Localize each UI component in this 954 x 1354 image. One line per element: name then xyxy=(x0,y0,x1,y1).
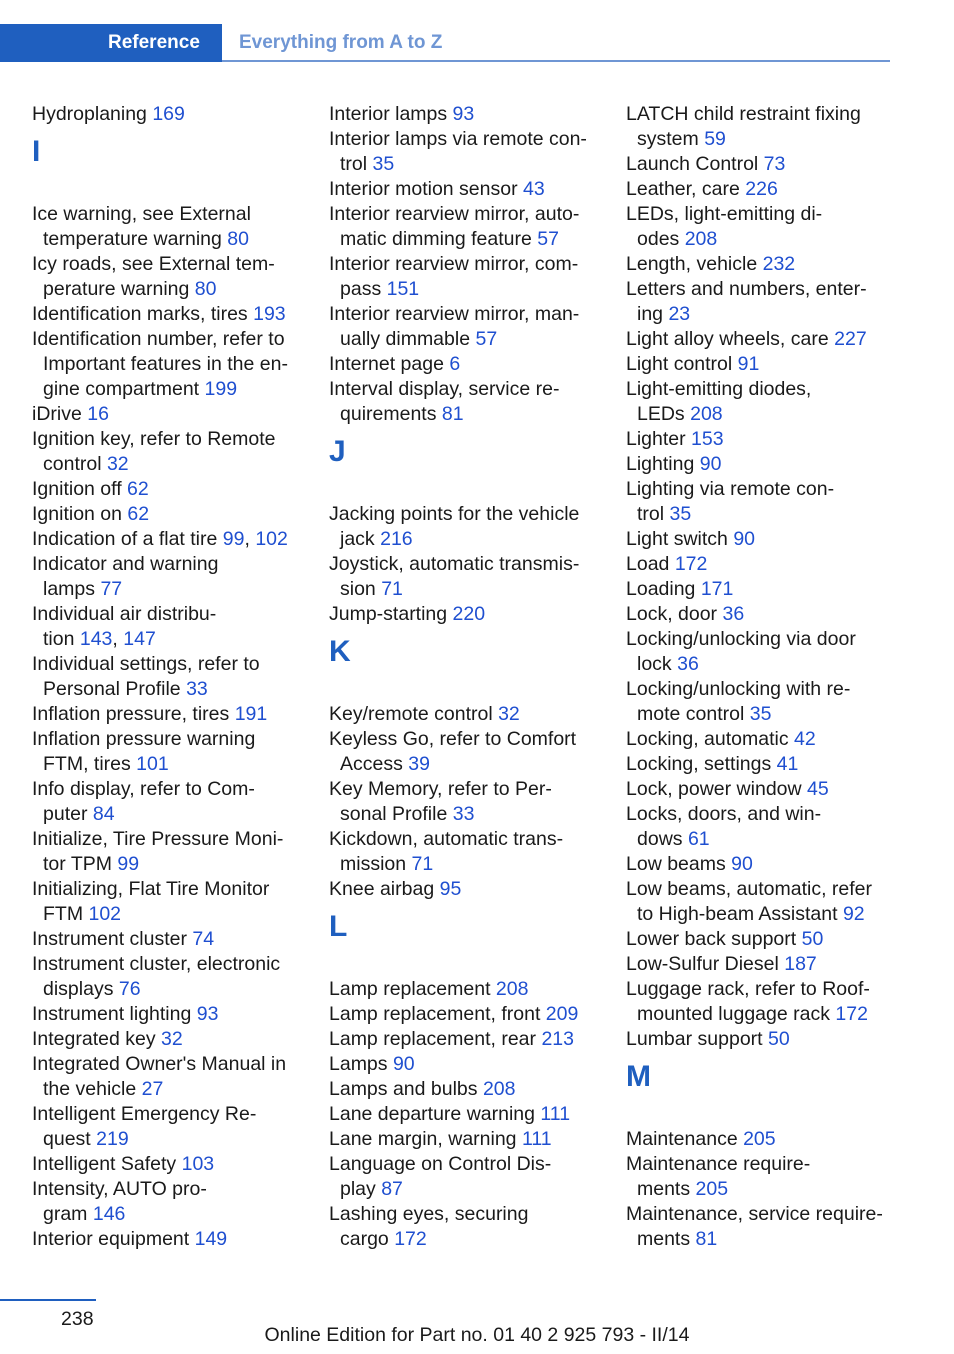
index-entry xyxy=(626,602,894,627)
index-term: Loading xyxy=(626,578,701,600)
index-entry xyxy=(32,1027,302,1052)
page-link[interactable]: 151 xyxy=(386,278,420,300)
index-term: Interior rearview mirror, auto- matic dimming feature xyxy=(329,203,580,250)
index-entry xyxy=(32,952,302,1002)
index-entry xyxy=(32,477,302,502)
index-entry xyxy=(626,677,894,727)
section-subtitle: Everything from A to Z xyxy=(239,32,443,53)
index-entry xyxy=(626,977,894,1027)
index-entry xyxy=(626,1027,894,1052)
index-term: Interior lamps via remote con- trol xyxy=(329,128,587,175)
index-term: Low beams, automatic, refer to High-beam Assistant xyxy=(626,878,873,925)
page-link[interactable]: 208 xyxy=(684,228,718,250)
index-term: Initialize, Tire Pressure Moni- tor TPM xyxy=(32,828,284,875)
index-term: Intelligent Emergency Re- quest xyxy=(32,1103,257,1150)
index-term: Knee airbag xyxy=(329,878,440,900)
index-term: Inflation pressure, tires xyxy=(32,703,235,725)
index-entry xyxy=(626,852,894,877)
page-link[interactable]: 208 xyxy=(495,978,529,1000)
page-link[interactable]: 81 xyxy=(695,1228,718,1250)
page-link[interactable]: 111 xyxy=(521,1128,552,1150)
index-entry xyxy=(329,352,599,377)
index-term: Luggage rack, refer to Roof- mounted luggage rack xyxy=(626,978,870,1025)
index-term: Instrument cluster xyxy=(32,928,193,950)
index-term: Length, vehicle xyxy=(626,253,763,275)
index-entry xyxy=(32,202,302,252)
index-term: Light switch xyxy=(626,528,734,550)
page-link[interactable]: 172 xyxy=(674,553,708,575)
page-link[interactable]: 208 xyxy=(482,1078,516,1100)
index-entry xyxy=(626,727,894,752)
index-term: Low-Sulfur Diesel xyxy=(626,953,785,975)
page-link[interactable]: 57 xyxy=(475,328,498,350)
index-term: Lamps and bulbs xyxy=(329,1078,483,1100)
page-link[interactable]: 216 xyxy=(380,528,413,550)
page-link[interactable]: 50 xyxy=(768,1028,790,1050)
index-entry xyxy=(32,427,302,477)
index-entry xyxy=(626,477,894,527)
page-link[interactable]: 74 xyxy=(192,928,215,950)
index-entry xyxy=(32,1102,302,1152)
page-link[interactable]: 32 xyxy=(106,453,129,475)
index-column-3 xyxy=(626,102,894,1252)
index-entry xyxy=(626,327,894,352)
index-term: Hydroplaning xyxy=(32,103,153,125)
page-link[interactable]: 232 xyxy=(762,253,796,275)
index-term: Interior rearview mirror, com- pass xyxy=(329,253,579,300)
index-term: Integrated Owner's Manual in the vehicle xyxy=(32,1053,287,1100)
index-term: Locking, automatic xyxy=(626,728,795,750)
page-link[interactable]: 61 xyxy=(687,828,710,850)
page-link[interactable]: 35 xyxy=(669,503,692,525)
page-link[interactable]: 208 xyxy=(690,403,723,425)
index-term: Lumbar support xyxy=(626,1028,768,1050)
index-entry xyxy=(329,602,599,627)
page-link[interactable]: 71 xyxy=(411,853,434,875)
page-link[interactable]: 101 xyxy=(136,753,169,775)
index-entry xyxy=(329,1027,599,1052)
page-link[interactable]: 187 xyxy=(784,953,817,975)
index-entry xyxy=(329,302,599,352)
index-letter-heading: L xyxy=(329,910,348,943)
page-link[interactable]: 205 xyxy=(695,1178,729,1200)
page-link[interactable]: 39 xyxy=(408,753,430,775)
index-entry xyxy=(32,777,302,827)
index-term: Interior lamps xyxy=(329,103,453,125)
index-entry xyxy=(626,1152,894,1202)
page-link[interactable]: 32 xyxy=(161,1028,183,1050)
index-entry xyxy=(626,252,894,277)
index-term: Lighting xyxy=(626,453,700,475)
page-link[interactable]: 227 xyxy=(834,328,867,350)
index-term: Locking, settings xyxy=(626,753,777,775)
page-link[interactable]: 191 xyxy=(234,703,268,725)
index-entry xyxy=(32,1227,302,1252)
index-term: Letters and numbers, enter- ing xyxy=(626,278,867,325)
index-entry xyxy=(626,452,894,477)
index-term: Lane margin, warning xyxy=(329,1128,522,1150)
index-term: Interior rearview mirror, man- ually dimmable xyxy=(329,303,580,350)
index-entry xyxy=(329,1052,599,1077)
index-entry xyxy=(32,827,302,877)
index-term: Maintenance, service require- ments xyxy=(626,1203,883,1250)
edition-note: Online Edition for Part no. 01 40 2 925 793 - II/14 xyxy=(264,1324,690,1346)
index-entry xyxy=(32,502,302,527)
index-term: Initializing, Flat Tire Monitor FTM xyxy=(32,878,270,925)
page-link[interactable]: 102 xyxy=(88,903,122,925)
index-term: Intensity, AUTO pro- gram xyxy=(32,1178,207,1225)
index-entry xyxy=(626,802,894,852)
page-link[interactable]: 71 xyxy=(381,578,403,600)
index-term: Lock, power window xyxy=(626,778,808,800)
index-entry xyxy=(626,527,894,552)
index-entry xyxy=(626,202,894,252)
page-link[interactable]: 209 xyxy=(545,1003,579,1025)
page-link[interactable]: 6 xyxy=(449,353,461,375)
page-link[interactable]: 93 xyxy=(196,1003,219,1025)
page-link[interactable]: 43 xyxy=(523,178,545,200)
page-link[interactable]: 99 xyxy=(222,528,245,550)
page-link[interactable]: 90 xyxy=(733,528,756,550)
index-term: Identification number, refer to Important features in the en- gine compartment xyxy=(32,328,288,400)
index-term: Locks, doors, and win- dows xyxy=(626,803,822,850)
index-letter-heading: J xyxy=(329,435,346,468)
index-term: Integrated key xyxy=(32,1028,161,1050)
page-link[interactable]: 16 xyxy=(87,403,109,425)
page-link[interactable]: 90 xyxy=(699,453,722,475)
index-entry xyxy=(32,327,302,402)
page-link[interactable]: 95 xyxy=(439,878,462,900)
index-entry xyxy=(626,152,894,177)
index-term: Lane departure warning xyxy=(329,1103,541,1125)
page-link[interactable]: 80 xyxy=(194,278,217,300)
index-entry xyxy=(329,1152,599,1202)
index-term: Light-emitting diodes, LEDs xyxy=(626,378,812,425)
page-link[interactable]: 36 xyxy=(677,653,699,675)
page-link[interactable]: 45 xyxy=(807,778,829,800)
index-entry xyxy=(626,352,894,377)
page-link[interactable]: 172 xyxy=(394,1228,427,1250)
index-term: Language on Control Dis- play xyxy=(329,1153,552,1200)
page-link[interactable]: 93 xyxy=(452,103,475,125)
index-entry xyxy=(626,627,894,677)
index-term: LEDs, light-emitting di- odes xyxy=(626,203,823,250)
index-entry xyxy=(329,202,599,252)
page-link[interactable]: 59 xyxy=(704,128,726,150)
index-entry xyxy=(626,1127,894,1152)
index-term: Interior motion sensor xyxy=(329,178,524,200)
index-entry xyxy=(32,1152,302,1177)
index-term: Instrument cluster, electronic displays xyxy=(32,953,281,1000)
index-letter-heading: M xyxy=(626,1060,651,1093)
index-entry xyxy=(32,102,302,127)
index-entry xyxy=(329,1077,599,1102)
index-entry xyxy=(626,277,894,327)
page-link[interactable]: 36 xyxy=(722,603,745,625)
index-entry xyxy=(32,702,302,727)
page-link[interactable]: 111 xyxy=(540,1103,571,1125)
index-term: Load xyxy=(626,553,675,575)
index-entry xyxy=(626,777,894,802)
page-link[interactable]: 77 xyxy=(100,578,123,600)
index-term: Keyless Go, refer to Comfort Access xyxy=(329,728,577,775)
page-link[interactable]: 193 xyxy=(253,303,286,325)
index-term: Lamp replacement xyxy=(329,978,496,1000)
index-term: Info display, refer to Com- puter xyxy=(32,778,255,825)
page-link[interactable]: 57 xyxy=(537,228,559,250)
page-link[interactable]: 23 xyxy=(668,303,691,325)
index-term: Jacking points for the vehicle jack xyxy=(329,503,580,550)
index-entry xyxy=(32,1002,302,1027)
index-term: Lock, door xyxy=(626,603,723,625)
index-term: Locking/unlocking via door lock xyxy=(626,628,856,675)
footer-rule xyxy=(0,1299,96,1301)
index-term: Ignition off xyxy=(32,478,128,500)
page-link[interactable]: 226 xyxy=(745,178,778,200)
index-term: Jump-starting xyxy=(329,603,453,625)
page-link[interactable]: 33 xyxy=(452,803,475,825)
index-term: Lower back support xyxy=(626,928,802,950)
index-term: iDrive xyxy=(32,403,88,425)
index-entry xyxy=(32,877,302,927)
page-link[interactable]: 62 xyxy=(127,503,150,525)
page-link[interactable]: 149 xyxy=(194,1228,228,1250)
index-entry: Individual air distribu- tion 143, 147 xyxy=(32,603,217,650)
page-link[interactable]: 102 xyxy=(255,528,288,550)
page-link[interactable]: 103 xyxy=(181,1153,215,1175)
page-link[interactable]: 171 xyxy=(700,578,734,600)
index-entry xyxy=(329,827,599,877)
index-term: Leather, care xyxy=(626,178,746,200)
index-entry xyxy=(32,252,302,302)
section-title: Reference xyxy=(108,32,200,53)
index-entry xyxy=(329,702,599,727)
page-link[interactable]: 42 xyxy=(794,728,816,750)
index-entry xyxy=(329,727,599,777)
index-term: Indicator and warning lamps xyxy=(32,553,219,600)
page-link[interactable]: 33 xyxy=(186,678,208,700)
index-entry xyxy=(626,877,894,927)
page-link[interactable]: 199 xyxy=(204,378,238,400)
page-link[interactable]: 84 xyxy=(92,803,115,825)
index-term: Internet page xyxy=(329,353,450,375)
index-term: Lamps xyxy=(329,1053,393,1075)
page-link[interactable]: 205 xyxy=(743,1128,776,1150)
page-link[interactable]: 41 xyxy=(776,753,799,775)
page-link[interactable]: 143 xyxy=(79,628,113,650)
index-term: Maintenance xyxy=(626,1128,744,1150)
index-entry xyxy=(32,927,302,952)
index-term: Light alloy wheels, care xyxy=(626,328,835,350)
index-entry xyxy=(329,1002,599,1027)
page-link[interactable]: 147 xyxy=(123,628,156,650)
page-link[interactable]: 81 xyxy=(441,403,464,425)
index-term: Ignition on xyxy=(32,503,128,525)
index-term: Interior equipment xyxy=(32,1228,195,1250)
index-entry xyxy=(32,652,302,702)
page-link[interactable]: 35 xyxy=(372,153,395,175)
index-entry: Indication of a flat tire 99, 102 xyxy=(32,528,288,550)
page-link[interactable]: 153 xyxy=(691,428,724,450)
index-term: Instrument lighting xyxy=(32,1003,197,1025)
index-entry xyxy=(626,102,894,152)
index-entry xyxy=(329,102,599,127)
page-link[interactable]: 76 xyxy=(118,978,141,1000)
index-term: Ice warning, see External temperature warning xyxy=(32,203,251,250)
page-link[interactable]: 99 xyxy=(117,853,140,875)
index-entry xyxy=(329,777,599,827)
index-entry xyxy=(626,427,894,452)
index-term: Lamp replacement, front xyxy=(329,1003,546,1025)
page-link[interactable]: 87 xyxy=(381,1178,403,1200)
index-entry xyxy=(32,402,302,427)
index-term: Lashing eyes, securing cargo xyxy=(329,1203,529,1250)
index-term: Key/remote control xyxy=(329,703,499,725)
index-entry xyxy=(329,1202,599,1252)
index-term: Light control xyxy=(626,353,738,375)
index-entry xyxy=(626,1202,894,1252)
index-term: Lighting via remote con- trol xyxy=(626,478,835,525)
page-link[interactable]: 92 xyxy=(842,903,865,925)
index-term: Key Memory, refer to Per- sonal Profile xyxy=(329,778,552,825)
page-link[interactable]: 90 xyxy=(392,1053,415,1075)
index-term: Kickdown, automatic trans- mission xyxy=(329,828,564,875)
index-entry xyxy=(329,177,599,202)
page-link[interactable]: 50 xyxy=(801,928,824,950)
index-entry xyxy=(329,377,599,427)
header-rule xyxy=(222,60,890,62)
page-link[interactable]: 172 xyxy=(835,1003,868,1025)
index-entry xyxy=(626,552,894,577)
index-term: LATCH child restraint fixing system xyxy=(626,103,861,150)
index-entry xyxy=(329,1127,599,1152)
index-term: Indication of a flat tire xyxy=(32,528,223,550)
index-entry xyxy=(329,252,599,302)
page-link[interactable]: 62 xyxy=(127,478,149,500)
index-entry xyxy=(626,177,894,202)
index-entry xyxy=(626,952,894,977)
index-entry xyxy=(626,927,894,952)
page-link[interactable]: 90 xyxy=(731,853,753,875)
index-term: Ignition key, refer to Remote control xyxy=(32,428,276,475)
index-term: Joystick, automatic transmis- sion xyxy=(329,553,580,600)
index-term: Lighter xyxy=(626,428,692,450)
index-term: Inflation pressure warning FTM, tires xyxy=(32,728,256,775)
page-link[interactable]: 220 xyxy=(452,603,486,625)
index-letter-heading: I xyxy=(32,135,41,168)
index-entry xyxy=(329,127,599,177)
page-link[interactable]: 32 xyxy=(498,703,520,725)
page-link[interactable]: 219 xyxy=(96,1128,129,1150)
index-term: Locking/unlocking with re- mote control xyxy=(626,678,851,725)
page-link[interactable]: 35 xyxy=(749,703,772,725)
page-link[interactable]: 91 xyxy=(737,353,760,375)
index-entry xyxy=(626,752,894,777)
index-entry xyxy=(329,1102,599,1127)
index-term: Launch Control xyxy=(626,153,764,175)
page-link[interactable]: 80 xyxy=(227,228,249,250)
index-entry xyxy=(329,552,599,602)
index-entry xyxy=(626,577,894,602)
page-link[interactable]: 27 xyxy=(141,1078,164,1100)
page-link[interactable]: 213 xyxy=(541,1028,574,1050)
index-term: Identification marks, tires xyxy=(32,303,254,325)
page-number: 238 xyxy=(61,1308,94,1330)
index-entry xyxy=(626,377,894,427)
index-entry xyxy=(32,1052,302,1102)
index-entry xyxy=(32,302,302,327)
index-term: Maintenance require- ments xyxy=(626,1153,811,1200)
index-term: Individual air distribu- tion xyxy=(32,603,217,650)
index-term: Lamp replacement, rear xyxy=(329,1028,542,1050)
index-term: Low beams xyxy=(626,853,732,875)
index-column-2 xyxy=(329,102,599,1252)
index-term: Interval display, service re- quirements xyxy=(329,378,560,425)
page-link[interactable]: 146 xyxy=(92,1203,126,1225)
index-column-1 xyxy=(32,102,302,1252)
index-term: Icy roads, see External tem- perature warning xyxy=(32,253,275,300)
index-entry xyxy=(32,727,302,777)
index-letter-heading: K xyxy=(329,635,351,668)
page-link[interactable]: 73 xyxy=(763,153,786,175)
index-term: Individual settings, refer to Personal Profile xyxy=(32,653,260,700)
index-entry xyxy=(329,502,599,552)
index-term: Intelligent Safety xyxy=(32,1153,182,1175)
index-entry xyxy=(329,977,599,1002)
index-entry xyxy=(32,552,302,602)
page-link[interactable]: 169 xyxy=(152,103,185,125)
index-entry xyxy=(32,1177,302,1227)
index-entry xyxy=(329,877,599,902)
